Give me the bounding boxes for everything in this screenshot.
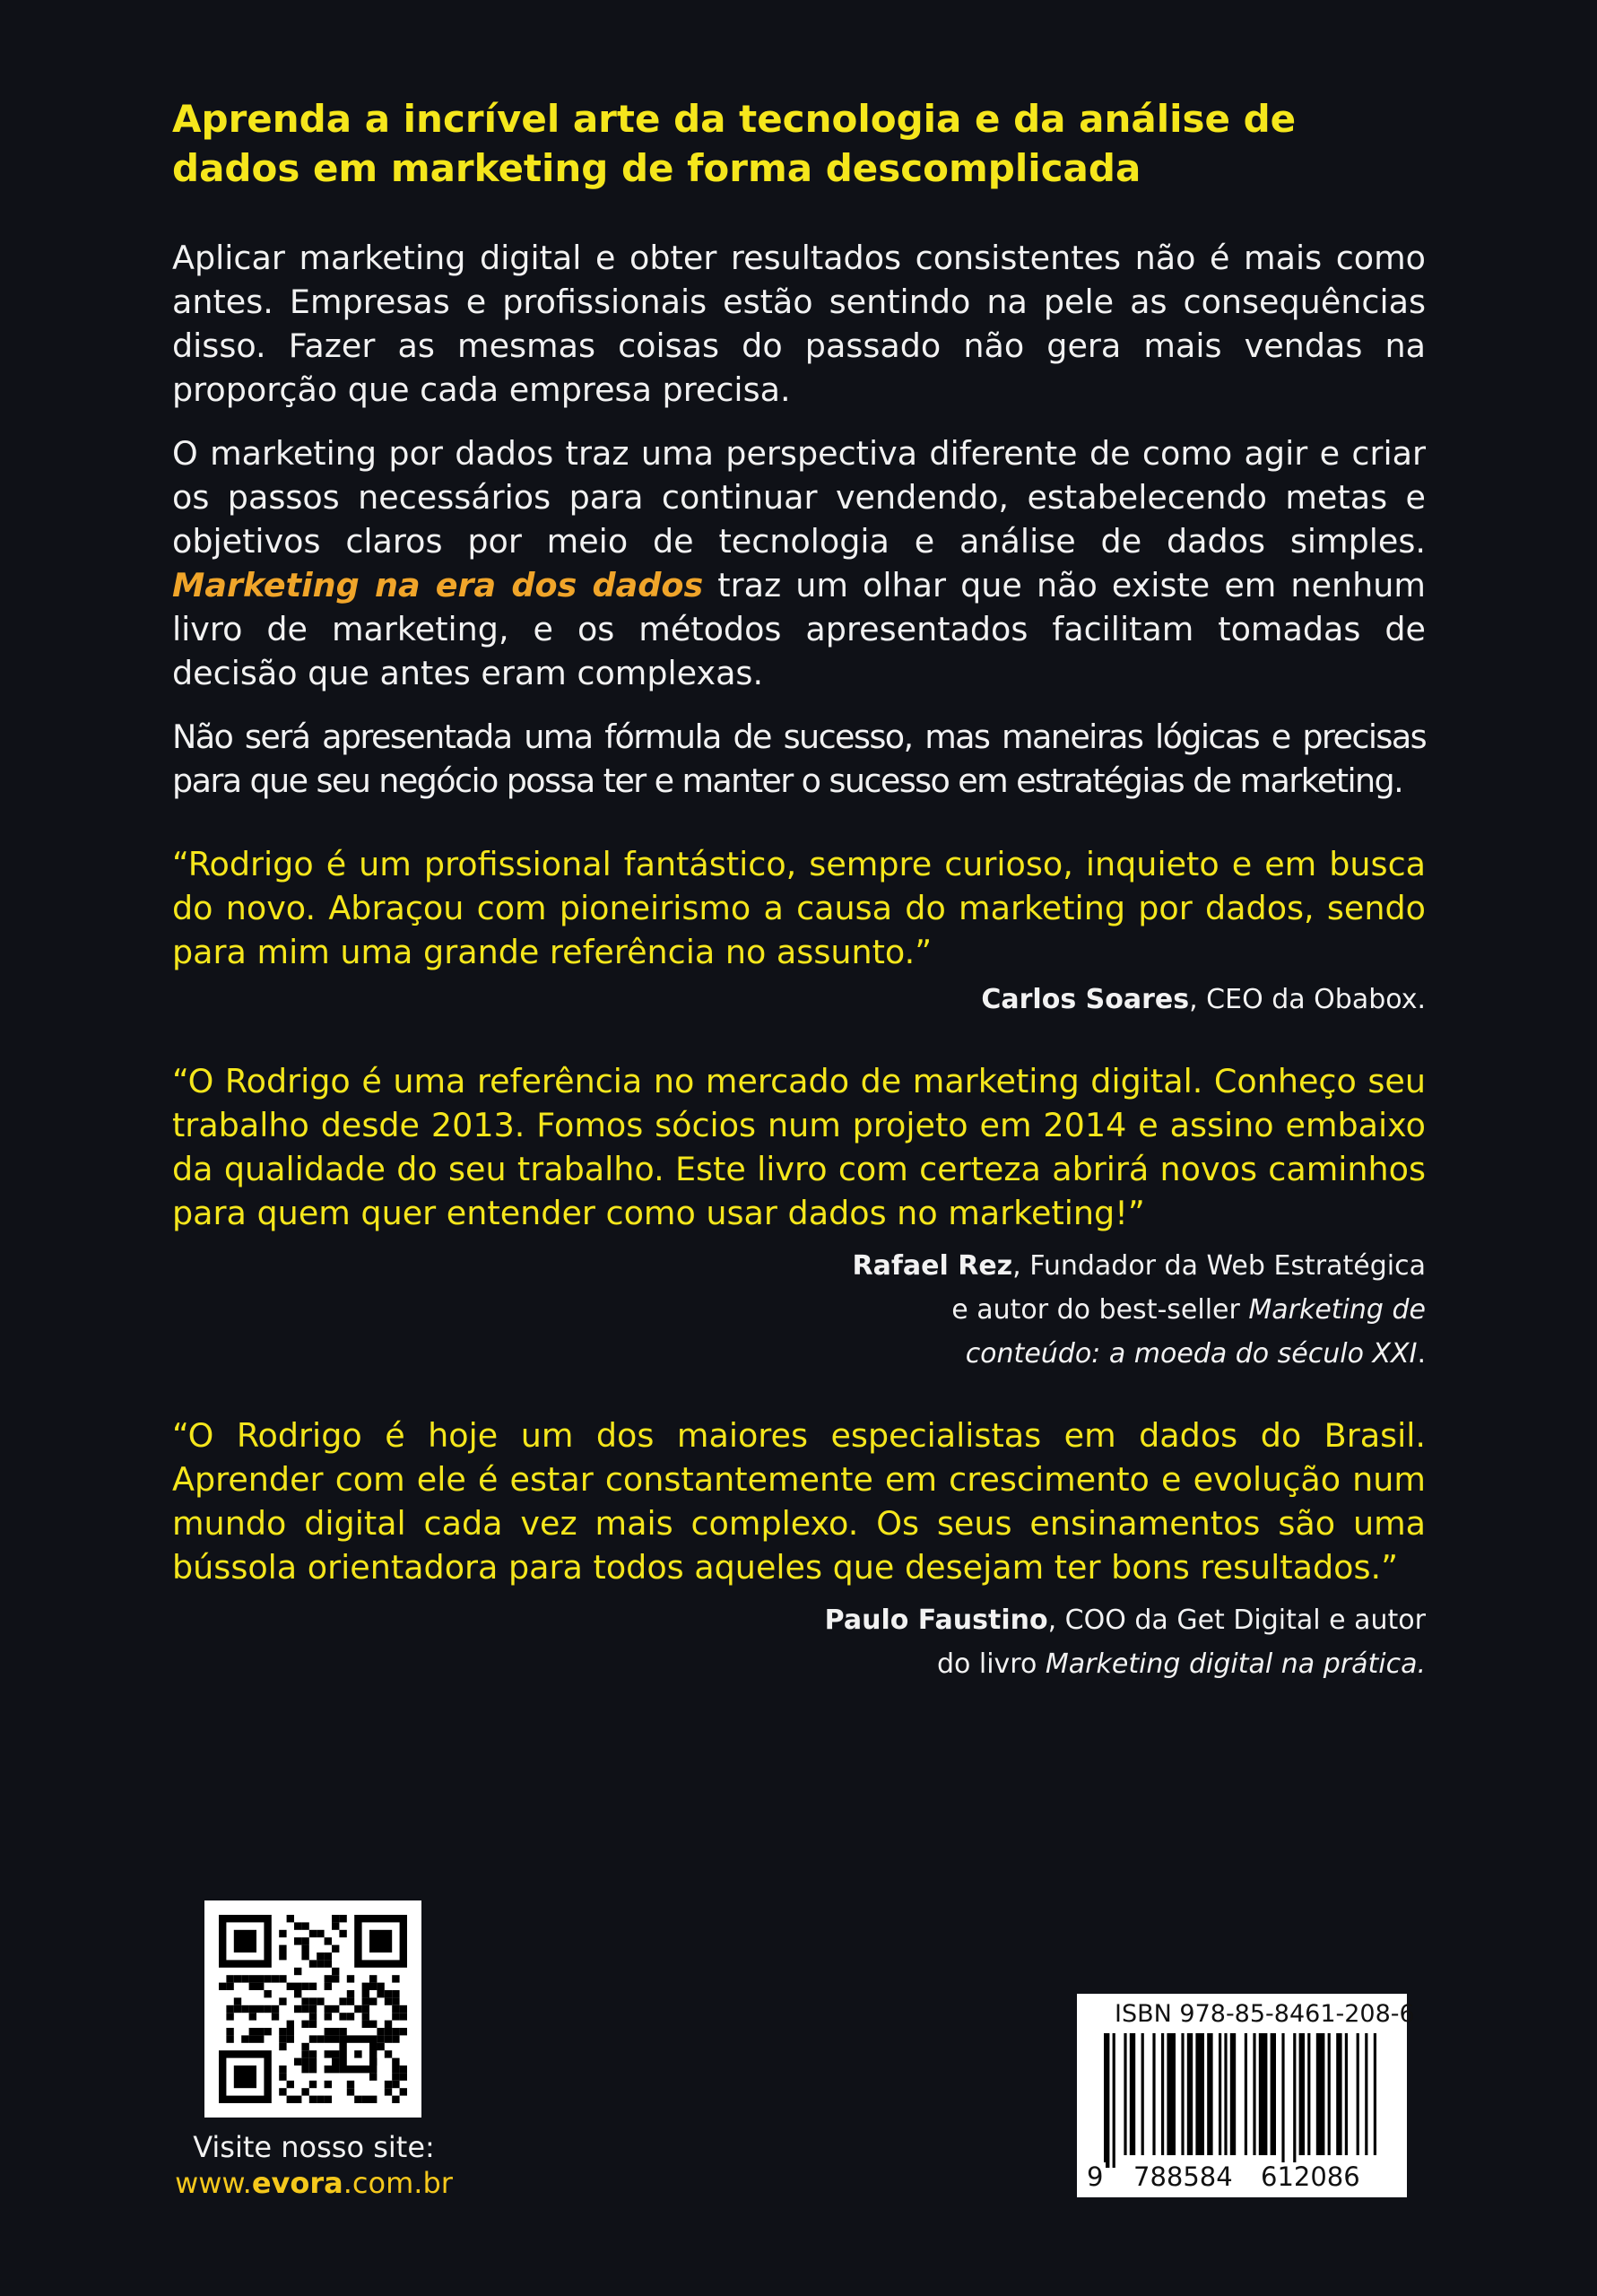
testimonial-1-author: Carlos Soares <box>981 984 1190 1015</box>
book-title: Marketing na era dos dados <box>172 566 704 604</box>
paragraph-3: Não será apresentada uma fórmula de sucesso, mas maneiras lógicas e precisas para que seu negócio possa ter e manter o sucesso em estratégias de marketing. <box>172 718 1426 800</box>
testimonial-2-author: Rafael Rez <box>852 1250 1013 1282</box>
testimonial-2-book-2: conteúdo: a moeda do século XXI <box>965 1338 1418 1370</box>
testimonial-3-text: “O Rodrigo é hoje um dos maiores especialistas em dados do Brasil. Aprender com ele é estar constantemente em crescimento e evolução num mundo digital cada vez mais complexo. Os seus ensinamentos são uma bússola orientadora para todos aqueles que desejam ter bons resultados.” <box>172 1416 1426 1587</box>
testimonial-3-role-1: , COO da Get Digital e autor <box>1047 1605 1426 1636</box>
isbn-label: ISBN 978-85-8461-208-6 <box>1115 2000 1415 2028</box>
qr-code-graphic <box>204 1900 421 2118</box>
barcode-bars <box>1100 2033 1384 2168</box>
testimonial-1-attribution <box>172 978 1426 1022</box>
website-link[interactable] <box>135 2165 493 2201</box>
paragraph-2 <box>172 431 1426 695</box>
testimonial-2-book-1: Marketing de <box>1248 1294 1426 1326</box>
barcode-digit-first: 9 <box>1084 2162 1106 2191</box>
testimonial-3-author: Paulo Faustino <box>824 1605 1048 1636</box>
testimonial-3-book: Marketing digital na prática. <box>1045 1648 1426 1680</box>
description <box>172 236 1426 803</box>
testimonial-3-attribution <box>172 1598 1426 1686</box>
qr-code-icon[interactable] <box>204 1900 421 2118</box>
testimonial-2-role-1: , Fundador da Web Estratégica <box>1012 1250 1426 1282</box>
website-suffix: .com.br <box>343 2166 453 2200</box>
testimonial-2-text: “O Rodrigo é uma referência no mercado de marketing digital. Conheço seu trabalho desde 2013. Fomos sócios num projeto em 2014 e assino embaixo da qualidade do seu trabalho. Este livro com certeza abrirá novos caminhos para quem quer entender como usar dados no marketing!” <box>172 1062 1426 1232</box>
testimonial-1-role: , CEO da Obabox. <box>1189 984 1426 1015</box>
testimonial-2-attribution <box>172 1244 1426 1376</box>
testimonial-3-role-2: do livro <box>936 1648 1046 1680</box>
paragraph-2-end: traz um olhar que não existe em nenhum livro de marketing, e os métodos apresentados facilitam tomadas de decisão que antes eram complexas. <box>172 566 1426 692</box>
website-block <box>135 2129 493 2201</box>
testimonial-2-end: . <box>1417 1338 1426 1370</box>
testimonial-1-text: “Rodrigo é um profissional fantástico, sempre curioso, inquieto e em busca do novo. Abraçou com pioneirismo a causa do marketing por dados, sendo para mim uma grande referência no assunto.” <box>172 845 1426 971</box>
barcode-digits-right: 612086 <box>1258 2162 1363 2191</box>
headline: Aprenda a incrível arte da tecnologia e da análise de dados em marketing de forma descomplicada <box>172 97 1297 190</box>
back-cover-content <box>172 94 1426 1686</box>
barcode-icon <box>1077 1994 1415 2197</box>
visit-label: Visite nosso site: <box>193 2130 435 2164</box>
testimonial-1 <box>172 842 1426 1022</box>
testimonial-2 <box>172 1059 1426 1376</box>
website-brand: evora <box>251 2166 343 2200</box>
barcode-digits-left: 788584 <box>1131 2162 1236 2191</box>
paragraph-2-start: O marketing por dados traz uma perspectiva diferente de como agir e criar os passos necessários para continuar vendendo, estabelecendo metas e objetivos claros por meio de tecnologia e análise de dados simples. <box>172 434 1426 561</box>
paragraph-1: Aplicar marketing digital e obter resultados consistentes não é mais como antes. Empresas e profissionais estão sentindo na pele as consequências disso. Fazer as mesmas coisas do passado não gera mais vendas na proporção que cada empresa precisa. <box>172 239 1426 409</box>
testimonial-3 <box>172 1413 1426 1686</box>
testimonial-2-role-2: e autor do best-seller <box>951 1294 1249 1326</box>
website-prefix: www. <box>175 2166 252 2200</box>
